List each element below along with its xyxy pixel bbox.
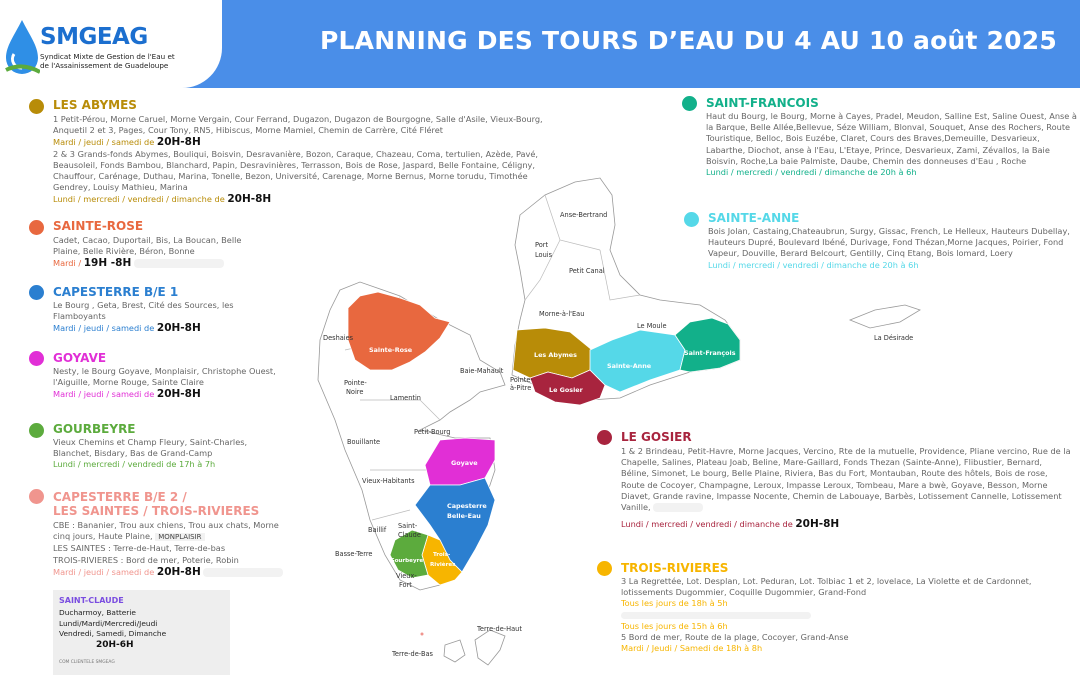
- trois-rivieres-zones5: 5 Bord de mer, Route de la plage, Cocoyer, Grand-Anse: [621, 632, 849, 643]
- sainte-anne-zones: Bois Jolan, Castaing,Chateaubrun, Surgy, Gissac, French, Le Helleux, Hauteurs Dubellay, Hauteurs Dupré, Boulevard Ibéné, Durivage, Fond Thézan,Morne Jacques, Poirier, Fond Vapeur, Douville, Berard Belcourt, Gentilly, Cinq Etang, Bois lomard, Loery: [708, 226, 1070, 259]
- town-baie-mahault: Baie-Mahault: [460, 367, 504, 375]
- map-label-sainte-anne: Sainte-Anne: [607, 362, 652, 370]
- map-label-gourbeyre: Gourbeyre: [390, 558, 424, 564]
- sainte-rose-bullet-icon: [29, 220, 44, 235]
- town-vieux-fort-1: Vieux-: [396, 572, 417, 580]
- town-port-louis-2: Louis: [535, 251, 553, 259]
- town-bouillante: Bouillante: [347, 438, 381, 446]
- region-saint-francois: [675, 318, 740, 372]
- la-desirade-island: [850, 305, 920, 328]
- town-pointe-a-pitre-2: à-Pitre: [510, 384, 532, 392]
- town-basse-terre: Basse-Terre: [335, 550, 373, 558]
- town-petit-canal: Petit Canal: [569, 267, 605, 275]
- gourbeyre-schedule: Lundi / mercredi / vendredi de 17h à 7h: [53, 459, 216, 470]
- town-vieux-habitants: Vieux-Habitants: [362, 477, 415, 485]
- map-label-trois-rivieres-l1: Trois-: [433, 552, 451, 558]
- abymes-schedule2: Lundi / mercredi / vendredi / dimanche de: [53, 194, 225, 205]
- trois-rivieres-title: TROIS-RIVIERES: [621, 561, 729, 575]
- capesterre1-zones: Le Bourg , Geta, Brest, Cité des Sources, les Flamboyants: [53, 300, 234, 322]
- town-terre-de-bas: Terre-de-Bas: [392, 650, 433, 658]
- map-label-saint-francois: Saint-François: [684, 349, 736, 357]
- capesterre2-zones: CBE : Bananier, Trou aux chiens, Trou aux chats, Morne cinq jours, Haute Plaine,: [53, 520, 279, 542]
- capesterre2-title: CAPESTERRE B/E 2 /: [53, 490, 187, 504]
- abymes-hours2: 20H-8H: [227, 193, 272, 206]
- goyave-hours: 20H-8H: [156, 388, 201, 401]
- capesterre2-hours: 20H-8H: [156, 565, 201, 578]
- goyave-bullet-icon: [29, 351, 44, 366]
- abymes-schedule1: Mardi / jeudi / samedi de: [53, 137, 155, 148]
- logo-subtitle: Syndicat Mixte de Gestion de l'Eau et de l'Assainissement de Guadeloupe: [40, 52, 175, 70]
- capesterre1-hours: 20H-8H: [156, 322, 201, 335]
- goyave-zones: Nesty, le Bourg Goyave, Monplaisir, Christophe Ouest, l'Aiguille, Morne Rouge, Sainte Claire: [53, 366, 276, 388]
- trois-rivieres-schedule3: Mardi / Jeudi / Samedi de 18h à 8h: [621, 643, 763, 654]
- capesterre1-schedule: Mardi / jeudi / samedi de: [53, 323, 155, 334]
- town-port-louis-1: Port: [535, 241, 549, 249]
- town-baillif: Baillif: [368, 526, 387, 534]
- town-saint-claude-2: Claude: [398, 531, 421, 539]
- trois-rivieres-schedule1: Tous les jours de 18h à 5h: [621, 598, 728, 609]
- gosier-zones: 1 & 2 Brindeau, Petit-Havre, Morne Jacques, Vercino, Rte de la mutuelle, Providence, Pliane vercino, Rue de la Chapelle, Salines, Plateau Joab, Beline, Mare-Gaillard, Fonds Thezan (Sainte-Anne), Flibustier, Bernard, Béline, Simonet, Le bourg, Belle Plaine, Riviera, Bas du Fort, Montauban, Route des hôtels, Bois de rose, Route de Cocoyer, Champagne, Leroux, Impasse Leroux, Tombeau, Mare a bwè, Goyave, Besson, Morne Diavet, Grande ravine, Impasse Nocente, Chemin de Labouaye, Barbès, Lotissement Cannelle, Lotissement Vanille,: [621, 446, 1071, 513]
- capesterre2-subtitle: LES SAINTES / TROIS-RIVIERES: [53, 504, 260, 518]
- gourbeyre-zones: Vieux Chemins et Champ Fleury, Saint-Charles, Blanchet, Bisdary, Bas de Grand-Camp: [53, 437, 248, 459]
- capesterre2-monplaisir: MONPLAISIR: [155, 533, 204, 541]
- gosier-title: LE GOSIER: [621, 430, 692, 444]
- saint-claude-days1: Lundi/Mardi/Mercredi/Jeudi: [59, 618, 158, 628]
- sainte-anne-title: SAINTE-ANNE: [708, 211, 800, 225]
- sainte-rose-title: SAINTE-ROSE: [53, 219, 144, 233]
- saint-claude-zones: Ducharmoy, Batterie: [59, 608, 136, 617]
- goyave-schedule: Mardi / jeudi / samedi de: [53, 389, 155, 400]
- logo: [0, 0, 222, 88]
- map-label-goyave: Goyave: [451, 459, 478, 467]
- town-pointe-noire-2: Noire: [346, 388, 364, 396]
- goyave-title: GOYAVE: [53, 351, 107, 365]
- abymes-bullet-icon: [29, 99, 44, 114]
- map-label-capesterre-l2: Belle-Eau: [447, 512, 481, 520]
- map-label-capesterre-l1: Capesterre: [447, 502, 487, 510]
- terre-de-haut-island: [475, 630, 505, 665]
- trois-rivieres-zones3: 3 La Regrettée, Lot. Desplan, Lot. Peduran, Lot. Tolbiac 1 et 2, lovelace, La Violette et de Cardonnet, lotissements Dugommier, Coquille Dugommier, Grand-Fond: [621, 576, 1032, 598]
- redaction: [134, 259, 224, 268]
- footer-credit: COM CLIENTELE SMGEAG: [59, 660, 115, 665]
- town-deshaies: Deshaies: [323, 334, 354, 342]
- sainte-rose-body: [53, 235, 253, 270]
- town-terre-de-haut: Terre-de-Haut: [477, 625, 522, 633]
- town-pointe-a-pitre-1: Pointe-: [510, 376, 533, 384]
- capesterre1-bullet-icon: [29, 285, 44, 300]
- sainte-rose-zones: Cadet, Cacao, Duportail, Bis, La Boucan, Belle Plaine, Belle Rivière, Béron, Bonne: [53, 235, 242, 257]
- town-saint-claude-1: Saint-: [398, 522, 418, 530]
- map-label-sainte-rose: Sainte-Rose: [369, 346, 413, 354]
- saint-claude-title: SAINT-CLAUDE: [59, 596, 124, 605]
- abymes-zone2: 2 & 3 Grands-fonds Abymes, Bouliqui, Boisvin, Desravanière, Bozon, Caraque, Chazeau, Coma, tertulien, Azède, Pavé, Beausoleil, Fonds Bambou, Blanchard, Papin, Desravinières, Terrasson, Bois de Rose, Jaspard, Belle Fontaine, Céligny, Chauffour, Carénage, Duthau, Marina, Tonelle, Bezon, Université, Carenage, Morne Bernus, Morne torudu, Timothée Gendrey, Louisy Mathieu, Marina: [53, 148, 539, 193]
- capesterre2-bullet-icon: [29, 489, 44, 504]
- sainte-anne-schedule: Lundi / mercredi / vendredi / dimanche de 20h à 6h: [708, 259, 919, 270]
- abymes-zone1: 1 Petit-Pérou, Morne Caruel, Morne Vergain, Cour Ferrand, Dugazon, Dugazon de Bourgogne, Salle d'Asile, Vieux-Bourg, Anquetil 2 et 3, Pages, Cour Tony, RN5, Hibiscus, Morne Mamiel, Chemin de Carrère, Cité Fléret: [53, 114, 543, 136]
- logo-name: SMGEAG: [40, 24, 148, 50]
- saint-claude-hours: 20H-6H: [96, 639, 134, 650]
- map-label-abymes: Les Abymes: [534, 351, 577, 359]
- sainte-rose-hours: 19H -8H: [83, 257, 132, 270]
- capesterre1-body: [53, 300, 253, 335]
- saint-claude-days2: Vendredi, Samedi, Dimanche: [59, 629, 167, 638]
- saint-francois-zones: Haut du Bourg, le Bourg, Morne à Cayes, Pradel, Meudon, Salline Est, Saline Ouest, Anse à la Barque, Belle Allée,Bellevue, Séze William, Blonval, Souquet, Anse des Rochers, Route Touristique, Belloc, Bois Euzébe, Claret, Cours des Braves,Demeuille, Desvarieux, Labarthe, Diochot, anse à l'Eau, L'Etaye, Prince, Desvarieux, Zami, Zévallos, la Baie Boisvin, Roche,La baie Palmiste, Daube, Chemin des donneuses d'Eau , Roche: [706, 111, 1077, 166]
- map-label-trois-rivieres-l2: Rivières: [430, 562, 456, 568]
- saint-francois-schedule: Lundi / mercredi / vendredi / dimanche de 20h à 6h: [706, 167, 917, 178]
- terre-de-bas-island: [444, 640, 465, 662]
- gosier-schedule: Lundi / mercredi / vendredi / dimanche de: [621, 519, 793, 530]
- water-drop-icon: [4, 18, 40, 80]
- capesterre1-title: CAPESTERRE B/E 1: [53, 285, 179, 299]
- town-vieux-fort-2: Fort: [399, 581, 412, 589]
- gosier-hours: 20H-8H: [795, 518, 840, 531]
- trois-rivieres-zones: TROIS-RIVIERES : Bord de mer, Poterie, Robin: [53, 554, 239, 565]
- capesterre2-schedule: Mardi / jeudi / samedi de: [53, 566, 155, 577]
- goyave-body: [53, 366, 315, 401]
- town-le-moule: Le Moule: [637, 322, 667, 330]
- saint-francois-bullet-icon: [682, 96, 697, 111]
- town-lamentin: Lamentin: [390, 394, 421, 402]
- les-saintes-zones: LES SAINTES : Terre-de-Haut, Terre-de-bas: [53, 543, 226, 554]
- redaction: [203, 568, 283, 577]
- guadeloupe-map: [300, 150, 940, 675]
- saint-francois-title: SAINT-FRANCOIS: [706, 96, 819, 110]
- town-la-desirade: La Désirade: [874, 334, 914, 342]
- gourbeyre-bullet-icon: [29, 423, 44, 438]
- saint-claude-box: [53, 590, 230, 675]
- town-petit-bourg: Petit-Bourg: [414, 428, 451, 436]
- capesterre2-body: [53, 520, 285, 578]
- gourbeyre-body: [53, 437, 278, 471]
- abymes-hours1: 20H-8H: [156, 136, 201, 149]
- trois-rivieres-schedule2: Tous les jours de 15h à 6h: [621, 620, 728, 631]
- page-title: PLANNING DES TOURS D’EAU DU 4 AU 10 août 2025: [320, 26, 1057, 55]
- gourbeyre-title: GOURBEYRE: [53, 422, 136, 436]
- sainte-rose-schedule: Mardi /: [53, 258, 82, 269]
- town-morne-a-leau: Morne-à-l'Eau: [539, 310, 585, 318]
- map-label-gosier: Le Gosier: [549, 386, 583, 394]
- town-anse-bertrand: Anse-Bertrand: [560, 211, 608, 219]
- abymes-title: LES ABYMES: [53, 98, 137, 112]
- town-pointe-noire-1: Pointe-: [344, 379, 367, 387]
